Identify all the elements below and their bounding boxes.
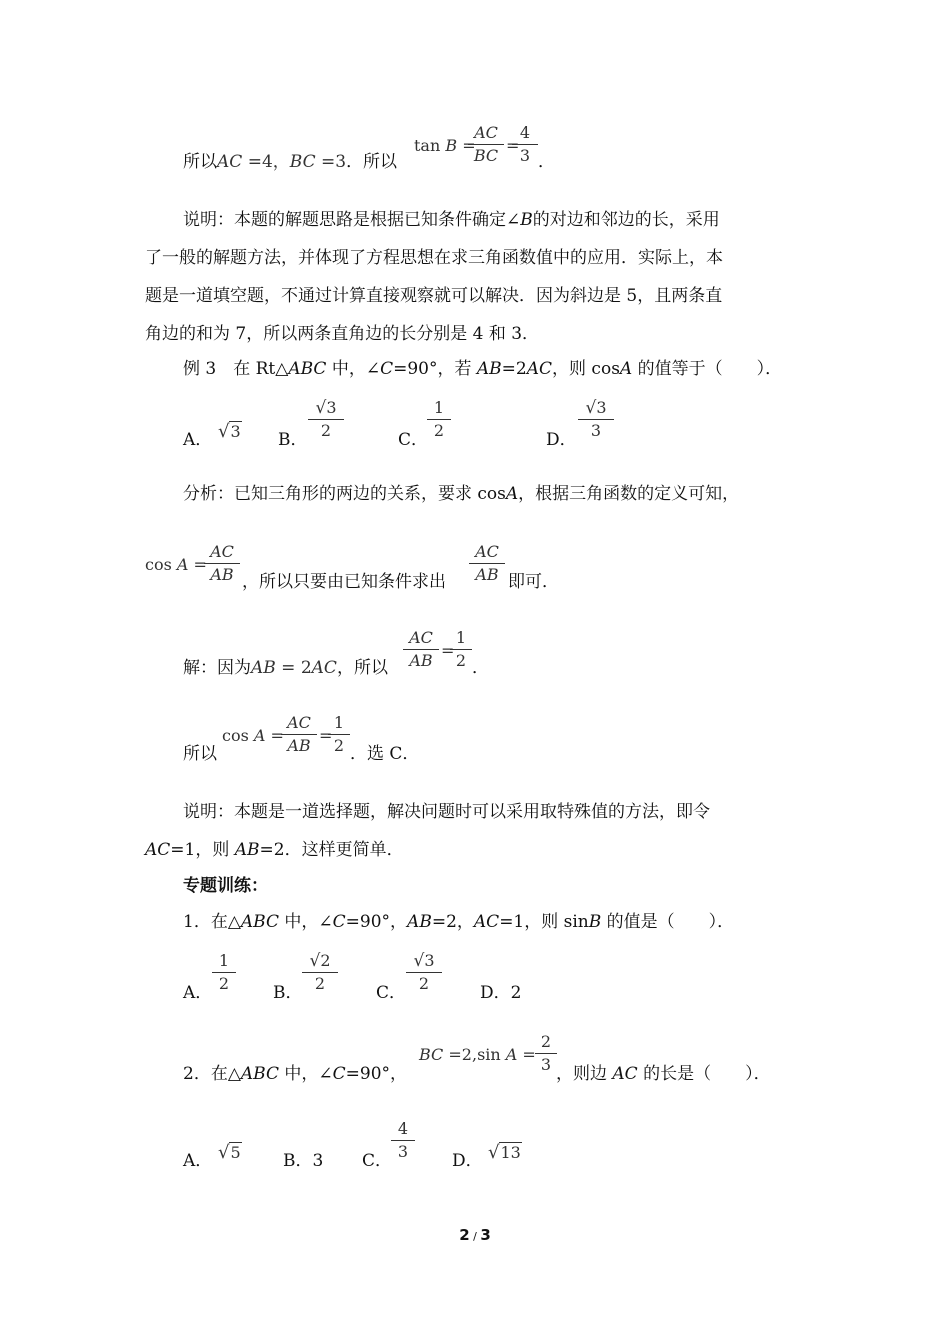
q1-option-d: D．2	[480, 983, 522, 1003]
solution-end: ．	[472, 658, 489, 678]
note2-line-1: 说明：本题是一道选择题，解决问题时可以采用取特殊值的方法，即令	[183, 802, 710, 822]
question-1: 1．在△ABC 中，∠C=90°，AB=2，AC=1，则 sinB 的值是（ ）．	[183, 912, 735, 932]
equals-2: =	[441, 641, 455, 660]
so-end: ．选 C．	[350, 744, 420, 764]
fraction-ac-ab-4: AC AB	[279, 712, 319, 757]
note1-line-2: 了一般的解题方法，并体现了方程思想在求三角函数值中的应用．实际上，本	[145, 248, 723, 268]
q1-fraction-sqrt2-2: √2 2	[300, 950, 340, 995]
cos-a-expr-2: cos A =	[222, 726, 284, 745]
q2-fraction-2-3: 2 3	[533, 1031, 559, 1076]
option-b: B．	[278, 430, 308, 450]
fraction-ac-ab: AC AB	[202, 541, 242, 586]
option-a: A．	[183, 430, 213, 450]
training-heading: 专题训练：	[183, 876, 268, 896]
q2-expr: BC =2,sin A =	[419, 1045, 536, 1064]
q2-option-a: A．	[183, 1151, 213, 1171]
sqrt-3: √3	[218, 421, 241, 442]
fraction-ac-bc: AC BC	[466, 122, 506, 167]
cos-a-expr: cos A =	[145, 555, 207, 574]
fraction-1-2-c: 1 2	[326, 712, 352, 757]
q1-fraction-1-2: 1 2	[210, 950, 238, 995]
solution-line: 解：因为AB = 2AC，所以	[183, 658, 388, 678]
tan-b-expr: tan B =	[414, 136, 476, 155]
period: ．	[538, 152, 555, 172]
fraction-sqrt3-2: √3 2	[306, 397, 346, 442]
q1-option-c: C．	[376, 983, 407, 1003]
q1-option-a: A．	[183, 983, 213, 1003]
fraction-4-3: 4 3	[510, 122, 540, 167]
note2-line-2: AC=1，则 AB=2．这样更简单．	[145, 840, 404, 860]
equals: =	[506, 136, 520, 155]
q1-fraction-sqrt3-2: √3 2	[404, 950, 444, 995]
question-2-end: ，则边 AC 的长是（ ）．	[556, 1064, 771, 1084]
so-line: 所以	[183, 744, 217, 764]
analysis-line-2: ，所以只要由已知条件求出	[242, 572, 446, 592]
note1-line-4: 角边的和为 7，所以两条直角边的长分别是 4 和 3．	[145, 324, 540, 344]
option-d: D．	[546, 430, 577, 450]
example-3: 例 3 在 Rt△ABC 中，∠C=90°，若 AB=2AC，则 cosA 的值等于（ ）．	[183, 359, 783, 379]
analysis-line-1: 分析：已知三角形的两边的关系，要求 cosA，根据三角函数的定义可知，	[183, 484, 740, 504]
q1-option-b: B．	[273, 983, 303, 1003]
q2-option-c: C．	[362, 1151, 393, 1171]
analysis-end: 即可．	[508, 572, 559, 592]
q2-fraction-4-3: 4 3	[389, 1118, 417, 1163]
fraction-ac-ab-2: AC AB	[467, 541, 507, 586]
sqrt-13: √13	[488, 1142, 521, 1163]
note1-line-1: 说明：本题的解题思路是根据已知条件确定∠B的对边和邻边的长，采用	[183, 210, 720, 230]
option-c: C．	[398, 430, 429, 450]
q2-option-b: B．3	[283, 1151, 324, 1171]
sqrt-5: √5	[218, 1142, 241, 1163]
line-1: 所以AC =4，BC =3．所以	[183, 152, 398, 172]
note1-line-3: 题是一道填空题，不通过计算直接观察就可以解决．因为斜边是 5，且两条直	[145, 286, 723, 306]
fraction-ac-ab-3: AC AB	[401, 627, 441, 672]
page-number: 2 / 3	[459, 1226, 491, 1244]
fraction-sqrt3-3: √3 3	[576, 397, 616, 442]
equals-3: =	[319, 726, 333, 745]
question-2-start: 2．在△ABC 中，∠C=90°，	[183, 1064, 408, 1084]
fraction-1-2: 1 2	[425, 397, 453, 442]
q2-option-d: D．	[452, 1151, 483, 1171]
fraction-1-2-b: 1 2	[448, 627, 474, 672]
